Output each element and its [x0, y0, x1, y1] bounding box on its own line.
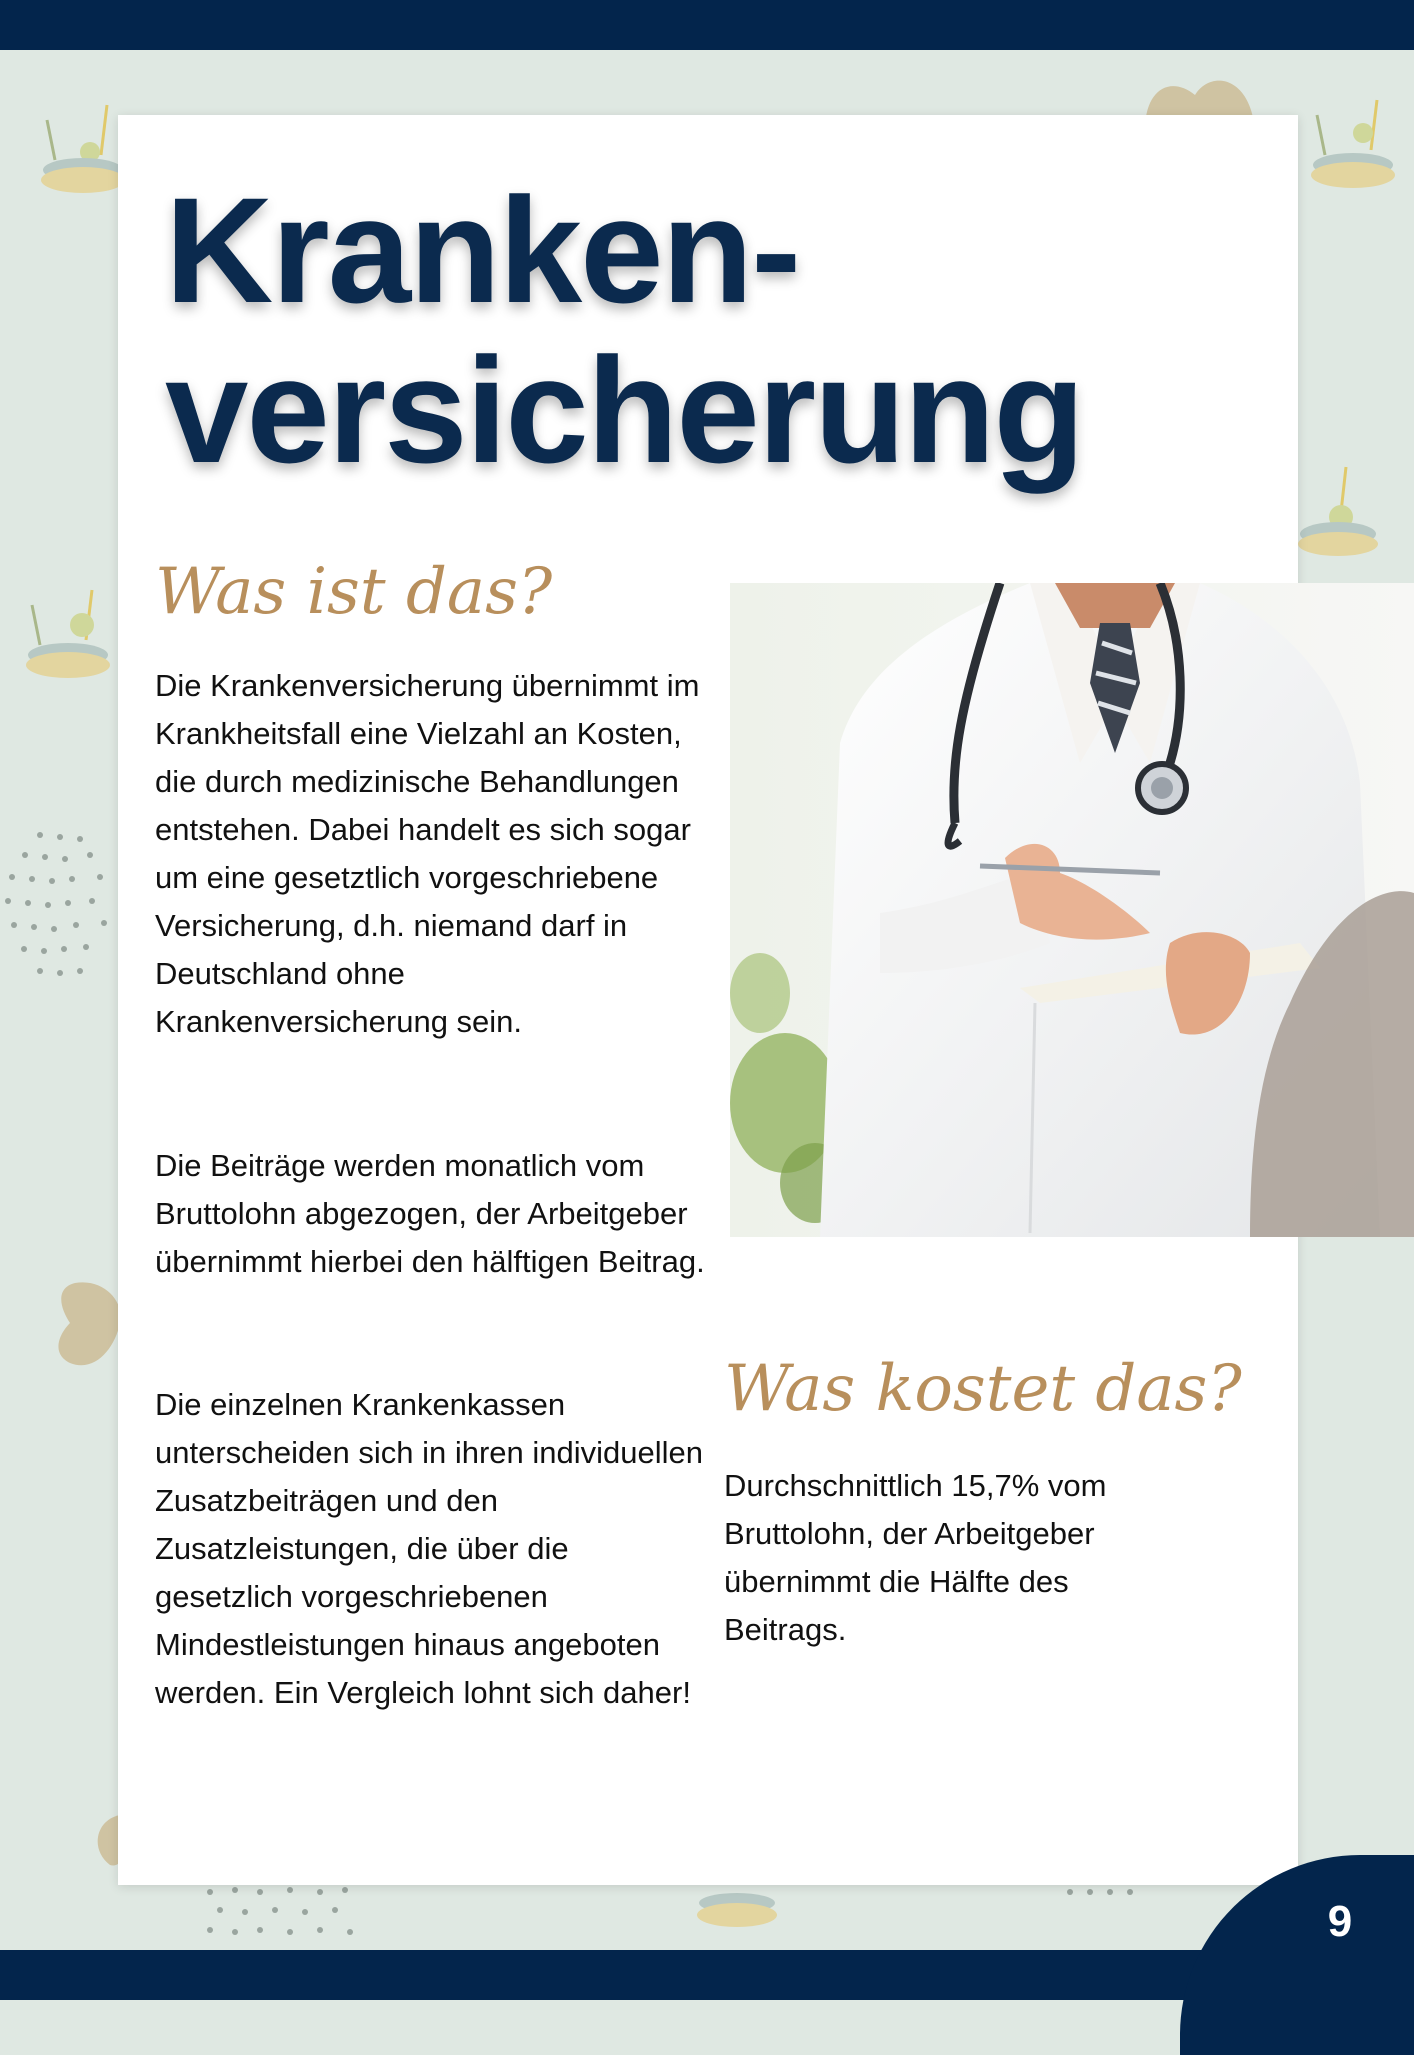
decorative-dish-illustration: [1305, 95, 1400, 195]
top-band: [0, 0, 1414, 50]
paragraph-contributions: Die Beiträge werden monatlich vom Bruttolohn abgezogen, der Arbeitgeber übernimmt hierbei den hälftigen Beitrag.: [155, 1148, 705, 1279]
section-heading-was-kostet-das: Was kostet das?: [724, 1352, 1242, 1426]
doctor-with-stethoscope-illustration: [730, 583, 1414, 1237]
paragraph-definition: Die Krankenversicherung übernimmt im Krankheitsfall eine Vielzahl an Kosten, die durch medizinische Behandlungen entstehen. Dabei handelt es sich sogar um eine gesetztlich vorgeschriebene Versicherung, d.h. niemand darf in Deutschland ohne Krankenversicherung sein.: [155, 668, 700, 1039]
page-title-line-1: Kranken-: [165, 166, 800, 334]
decorative-blob: [55, 1278, 125, 1373]
page-title-line-2: versicherung: [165, 326, 1084, 494]
decorative-dish-illustration: [1296, 462, 1386, 562]
decorative-dish-illustration: [20, 585, 115, 685]
page-title: [165, 166, 1084, 494]
decorative-dots: [195, 1880, 365, 1950]
doctor-photo: [730, 583, 1414, 1237]
page-number-corner: [1180, 1855, 1414, 2055]
decorative-dish-illustration: [35, 100, 130, 200]
decorative-dots: [1060, 1882, 1140, 1902]
section-heading-was-ist-das: Was ist das?: [155, 555, 553, 629]
paragraph-insurers-comparison: Die einzelnen Krankenkassen unterscheiden sich in ihren individuellen Zusatzbeiträgen und den Zusatzleistungen, die über die gesetzlich vorgeschriebenen Mindestleistungen hinaus angeboten werden. Ein Vergleich lohnt sich daher!: [155, 1387, 704, 1710]
paragraph-cost: Durchschnittlich 15,7% vom Bruttolohn, der Arbeitgeber übernimmt die Hälfte des Beitrags.: [724, 1468, 1107, 1647]
page-number: 9: [1327, 1897, 1353, 1946]
decorative-dots: [0, 825, 120, 985]
decorative-dish-illustration: [695, 1885, 780, 1935]
